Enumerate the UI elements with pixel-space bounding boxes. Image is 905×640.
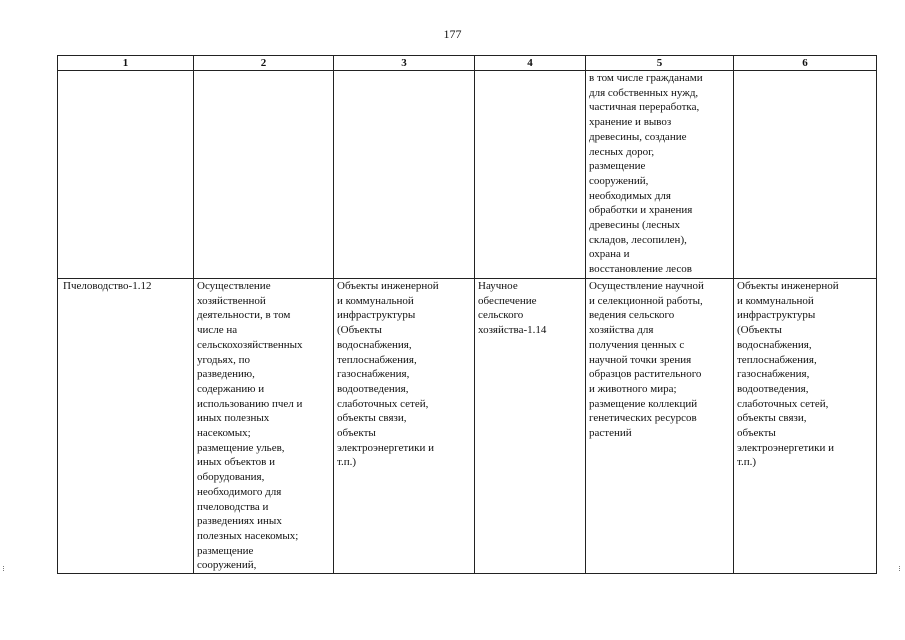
table-cell: в том числе гражданами для собственных нужд, частичная переработка, хранение и вывоз древесины, создание лесных дорог, размещение сооружений, необходимых для обработки и хранения древесины (лесных складов, лесопилен), охрана и восстановление лесов xyxy=(586,71,734,279)
scan-edge-mark xyxy=(3,566,6,571)
table-cell: Пчеловодство-1.12 xyxy=(58,279,194,574)
table-cell xyxy=(58,71,194,279)
table-row xyxy=(58,71,877,279)
column-header-2: 2 xyxy=(194,56,334,71)
scan-edge-mark xyxy=(899,566,902,571)
column-header-3: 3 xyxy=(334,56,475,71)
table-cell: Осуществление хозяйственной деятельности, в том числе на сельскохозяйственных угодьях, по разведению, содержанию и использованию пчел и иных полезных насекомых; размещение ульев, иных объектов и оборудования, необходимого для пчеловодства и разведениях иных полезных насекомых; размещение сооружений, xyxy=(194,279,334,574)
column-header-4: 4 xyxy=(475,56,586,71)
table-cell xyxy=(475,71,586,279)
table-cell xyxy=(334,71,475,279)
table-header-row xyxy=(58,56,877,71)
table-cell: Научное обеспечение сельского хозяйства-1.14 xyxy=(475,279,586,574)
table-cell: Объекты инженерной и коммунальной инфраструктуры (Объекты водоснабжения, теплоснабжения, газоснабжения, водоотведения, слаботочных сетей, объекты связи, объекты электроэнергетики и т.п.) xyxy=(334,279,475,574)
table-cell xyxy=(734,71,877,279)
table-row xyxy=(58,279,877,574)
table-cell xyxy=(194,71,334,279)
document-table xyxy=(57,55,877,574)
table-cell: Осуществление научной и селекционной работы, ведения сельского хозяйства для получения ценных с научной точки зрения образцов растительного и животного мира; размещение коллекций генетических ресурсов растений xyxy=(586,279,734,574)
table-cell: Объекты инженерной и коммунальной инфраструктуры (Объекты водоснабжения, теплоснабжения, газоснабжения, водоотведения, слаботочных сетей, объекты связи, объекты электроэнергетики и т.п.) xyxy=(734,279,877,574)
page-number: 177 xyxy=(443,27,462,41)
column-header-5: 5 xyxy=(586,56,734,71)
column-header-6: 6 xyxy=(734,56,877,71)
column-header-1: 1 xyxy=(58,56,194,71)
